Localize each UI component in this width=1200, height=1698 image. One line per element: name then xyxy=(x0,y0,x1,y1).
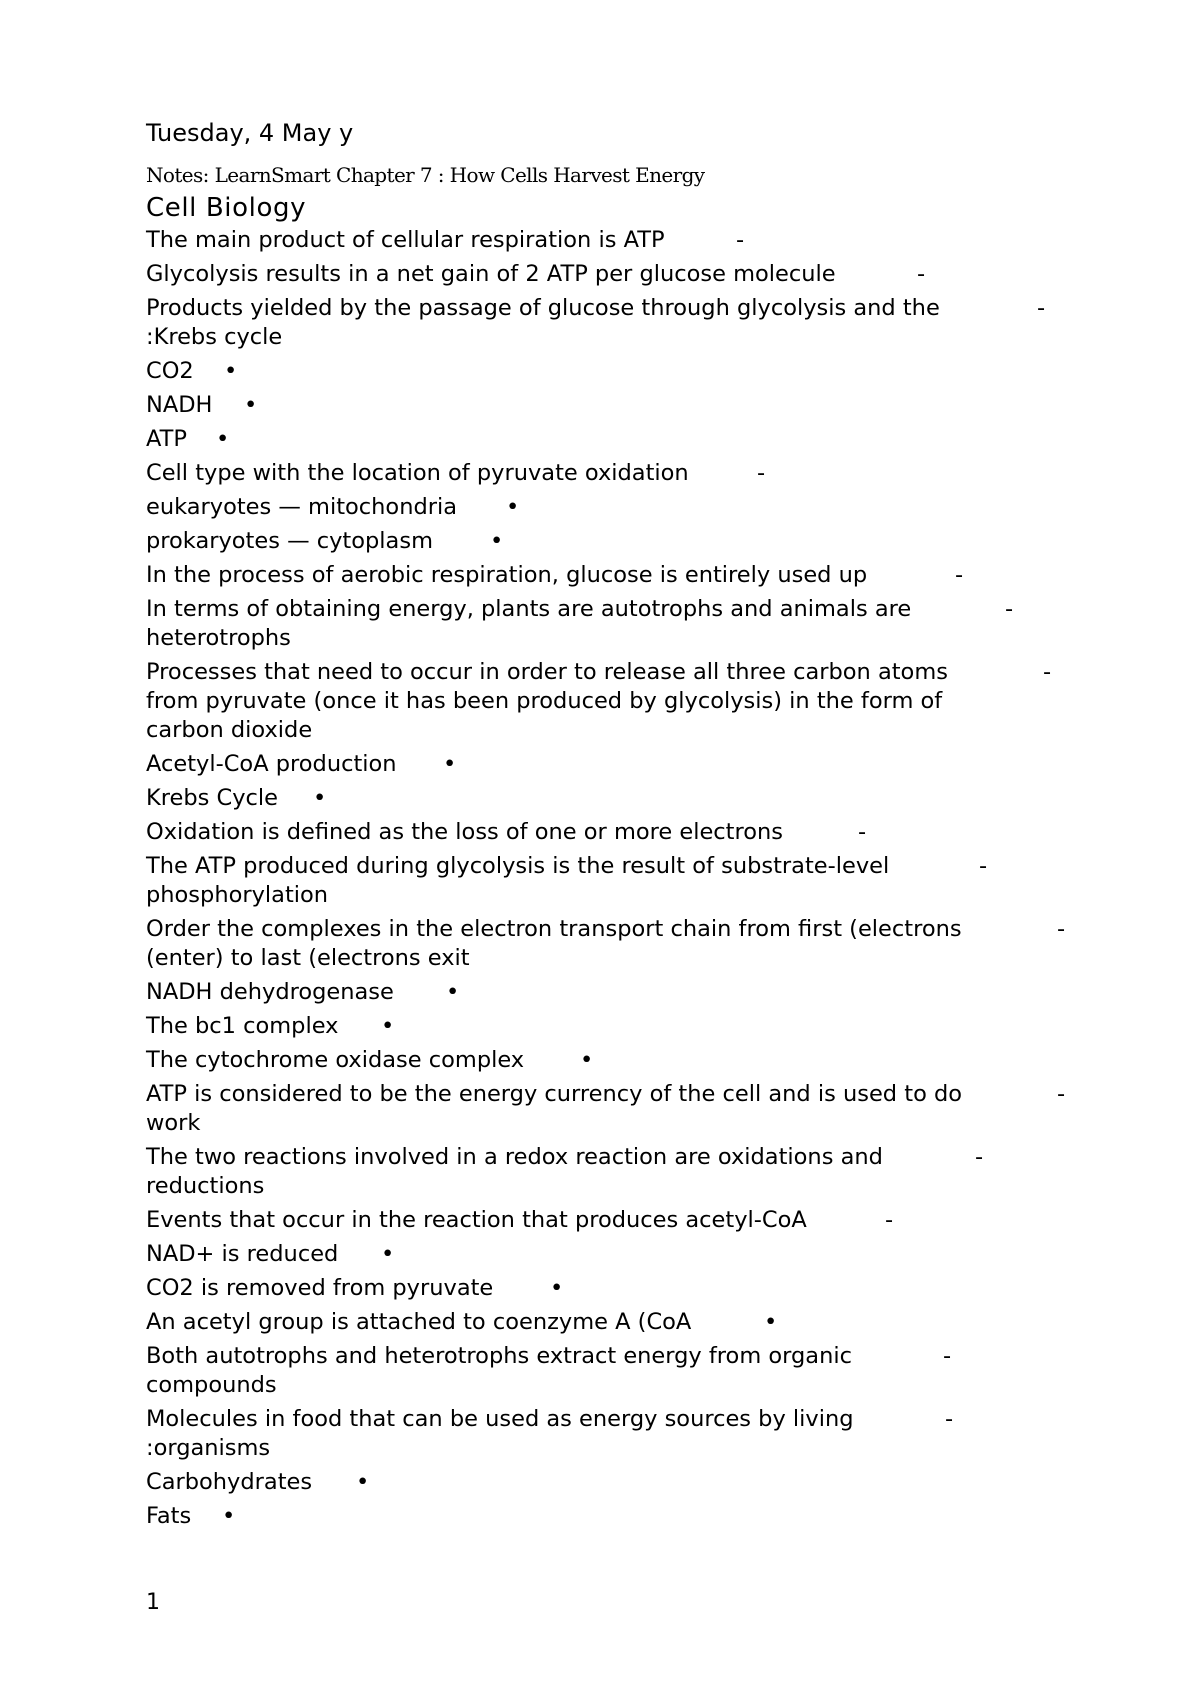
list-item-text: Events that occur in the reaction that produces acetyl-CoA xyxy=(146,1207,807,1233)
list-item-text: :Krebs cycle xyxy=(146,324,283,350)
list-item-text: Cell type with the location of pyruvate oxidation xyxy=(146,460,689,486)
bullet-icon: • xyxy=(244,392,258,418)
dash-marker: - xyxy=(955,562,964,588)
list-item-text: In the process of aerobic respiration, glucose is entirely used up xyxy=(146,562,868,588)
bullet-icon: • xyxy=(356,1469,370,1495)
list-item-text: work xyxy=(146,1110,201,1136)
bullet-icon: • xyxy=(764,1309,778,1335)
list-item xyxy=(146,391,258,420)
list-item-text: An acetyl group is attached to coenzyme A (CoA xyxy=(146,1309,692,1335)
list-item-text: carbon dioxide xyxy=(146,717,313,743)
list-item xyxy=(146,978,460,1007)
bullet-icon: • xyxy=(381,1013,395,1039)
list-item-text: Molecules in food that can be used as energy sources by living xyxy=(146,1406,854,1432)
dash-marker: - xyxy=(1005,596,1014,622)
list-item xyxy=(146,1405,954,1463)
list-item xyxy=(146,493,520,522)
list-item xyxy=(146,1206,894,1235)
list-item-text: phosphorylation xyxy=(146,882,329,908)
bullet-icon: • xyxy=(313,785,327,811)
list-item xyxy=(146,595,1014,653)
list-item-text: Fats xyxy=(146,1503,192,1529)
list-item xyxy=(146,459,766,488)
list-item-text: Acetyl-CoA production xyxy=(146,751,397,777)
list-item xyxy=(146,1240,395,1269)
list-item-text: (enter) to last (electrons exit xyxy=(146,945,470,971)
list-item xyxy=(146,1342,952,1400)
date-line: Tuesday, 4 May y xyxy=(146,119,354,147)
list-item-text: NADH dehydrogenase xyxy=(146,979,394,1005)
list-item xyxy=(146,527,504,556)
bullet-icon: • xyxy=(550,1275,564,1301)
list-item xyxy=(146,1080,1066,1138)
list-item-text: Products yielded by the passage of glucose through glycolysis and the xyxy=(146,295,940,321)
list-item xyxy=(146,1143,984,1201)
page-title: Cell Biology xyxy=(146,193,307,223)
bullet-icon: • xyxy=(216,426,230,452)
list-item-text: ATP xyxy=(146,426,187,452)
dash-marker: - xyxy=(917,261,926,287)
bullet-icon: • xyxy=(580,1047,594,1073)
notes-subtitle: Notes: LearnSmart Chapter 7 : How Cells Harvest Energy xyxy=(146,163,705,187)
list-item xyxy=(146,561,964,590)
list-item-text: :organisms xyxy=(146,1435,271,1461)
bullet-icon: • xyxy=(490,528,504,554)
list-item xyxy=(146,260,926,289)
list-item-text: The two reactions involved in a redox reaction are oxidations and xyxy=(146,1144,883,1170)
list-item-text: prokaryotes — cytoplasm xyxy=(146,528,433,554)
list-item-text: Carbohydrates xyxy=(146,1469,313,1495)
list-item-text: Both autotrophs and heterotrophs extract energy from organic xyxy=(146,1343,852,1369)
list-item xyxy=(146,1468,370,1497)
list-item xyxy=(146,915,1066,973)
list-item-text: CO2 xyxy=(146,358,194,384)
dash-marker: - xyxy=(885,1207,894,1233)
list-item xyxy=(146,357,238,386)
list-item xyxy=(146,425,230,454)
list-item-text: NADH xyxy=(146,392,213,418)
list-item-text: NAD+ is reduced xyxy=(146,1241,339,1267)
bullet-icon: • xyxy=(446,979,460,1005)
dash-marker: - xyxy=(757,460,766,486)
list-item-text: In terms of obtaining energy, plants are autotrophs and animals are xyxy=(146,596,912,622)
list-item-text: Processes that need to occur in order to release all three carbon atoms xyxy=(146,659,948,685)
list-item xyxy=(146,1012,395,1041)
bullet-icon: • xyxy=(222,1503,236,1529)
bullet-icon: • xyxy=(381,1241,395,1267)
list-item-text: CO2 is removed from pyruvate xyxy=(146,1275,494,1301)
list-item-text: The bc1 complex xyxy=(146,1013,339,1039)
list-item-text: ATP is considered to be the energy currency of the cell and is used to do xyxy=(146,1081,963,1107)
list-item xyxy=(146,784,327,813)
list-item-text: compounds xyxy=(146,1372,277,1398)
list-item-text: Glycolysis results in a net gain of 2 ATP per glucose molecule xyxy=(146,261,836,287)
list-item-text: heterotrophs xyxy=(146,625,291,651)
dash-marker: - xyxy=(858,819,867,845)
dash-marker: - xyxy=(736,227,745,253)
list-item xyxy=(146,1308,778,1337)
list-item xyxy=(146,818,867,847)
list-item xyxy=(146,1046,594,1075)
list-item-text: The main product of cellular respiration is ATP xyxy=(146,227,665,253)
list-item-text: Order the complexes in the electron transport chain from first (electrons xyxy=(146,916,962,942)
bullet-icon: • xyxy=(224,358,238,384)
list-item xyxy=(146,226,745,255)
list-item-text: The ATP produced during glycolysis is the result of substrate-level xyxy=(146,853,890,879)
bullet-icon: • xyxy=(506,494,520,520)
list-item xyxy=(146,294,1046,352)
list-item xyxy=(146,1502,236,1531)
list-item-text: The cytochrome oxidase complex xyxy=(146,1047,525,1073)
dash-marker: - xyxy=(975,1144,984,1170)
list-item-text: from pyruvate (once it has been produced by glycolysis) in the form of xyxy=(146,688,943,714)
dash-marker: - xyxy=(1037,295,1046,321)
dash-marker: - xyxy=(945,1406,954,1432)
dash-marker: - xyxy=(1057,1081,1066,1107)
bullet-icon: • xyxy=(443,751,457,777)
list-item xyxy=(146,658,1052,745)
dash-marker: - xyxy=(1043,659,1052,685)
list-item-text: eukaryotes — mitochondria xyxy=(146,494,458,520)
dash-marker: - xyxy=(943,1343,952,1369)
list-item xyxy=(146,750,457,779)
list-item-text: reductions xyxy=(146,1173,265,1199)
page-number: 1 xyxy=(146,1590,160,1615)
list-item-text: Krebs Cycle xyxy=(146,785,279,811)
list-item xyxy=(146,1274,564,1303)
dash-marker: - xyxy=(1057,916,1066,942)
dash-marker: - xyxy=(979,853,988,879)
list-item-text: Oxidation is defined as the loss of one or more electrons xyxy=(146,819,784,845)
list-item xyxy=(146,852,988,910)
